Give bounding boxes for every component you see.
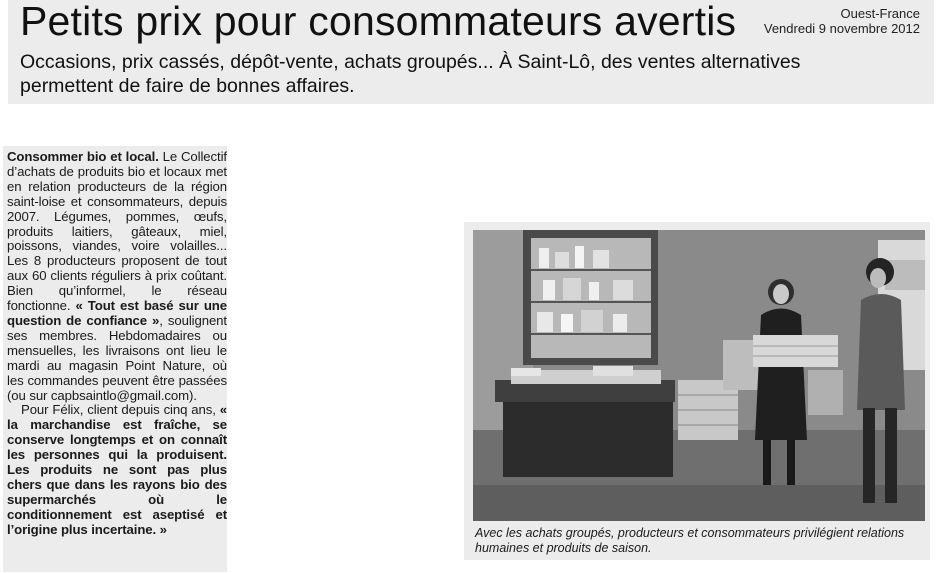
article-quote-1: « Tout est basé sur une question de confiance » (7, 298, 227, 328)
article-paragraph-2 (7, 403, 227, 537)
photo-frame (464, 222, 930, 560)
article-text-1a: Le Collectif d’achats de produits bio et locaux met en relation producteurs de la région saint-loise et consommateurs, depuis 2007. Légumes, pommes, œufs, produits laitiers, gâteaux, miel, poissons, viandes, voire volailles... Les 8 producteurs proposent de tout aux 60 clients réguliers à prix coûtant. Bien qu’informel, le réseau fonctionne. (7, 149, 227, 314)
article-paragraph-1 (7, 150, 227, 403)
source-name: Ouest-France (840, 6, 920, 21)
standfirst: Occasions, prix cassés, dépôt-vente, achats groupés... À Saint-Lô, des ventes alternatives permettent de faire de bonnes affaires. (20, 51, 801, 97)
photo-caption: Avec les achats groupés, producteurs et consommateurs privilégient relations humaines et produits de saison. (475, 526, 905, 555)
article-lead: Consommer bio et local. (7, 149, 159, 164)
headline: Petits prix pour consommateurs avertis (20, 0, 737, 44)
article-text-1b: , soulignent ses membres. Hebdomadaires ou mensuelles, les livraisons ont lieu le mardi au magasin Point Nature, où les commandes peuvent être passées (ou sur capbsaintlo@gmail.com). (7, 312, 227, 403)
article-quote-2: « la marchandise est fraîche, se conserve longtemps et on connaît les personnes qui la produisent. Les produits ne sont pas plus chers que dans les rayons bio des supermarchés où le conditionnement est aseptisé et l’origine plus incertaine. » (7, 402, 227, 537)
article-text-2a: Pour Félix, client depuis cinq ans, (21, 402, 220, 418)
news-photo (473, 230, 925, 521)
header-band (8, 0, 934, 104)
source-block (764, 6, 920, 36)
article-column (3, 146, 227, 572)
photo-illustration (473, 230, 925, 521)
source-date: Vendredi 9 novembre 2012 (763, 21, 920, 36)
